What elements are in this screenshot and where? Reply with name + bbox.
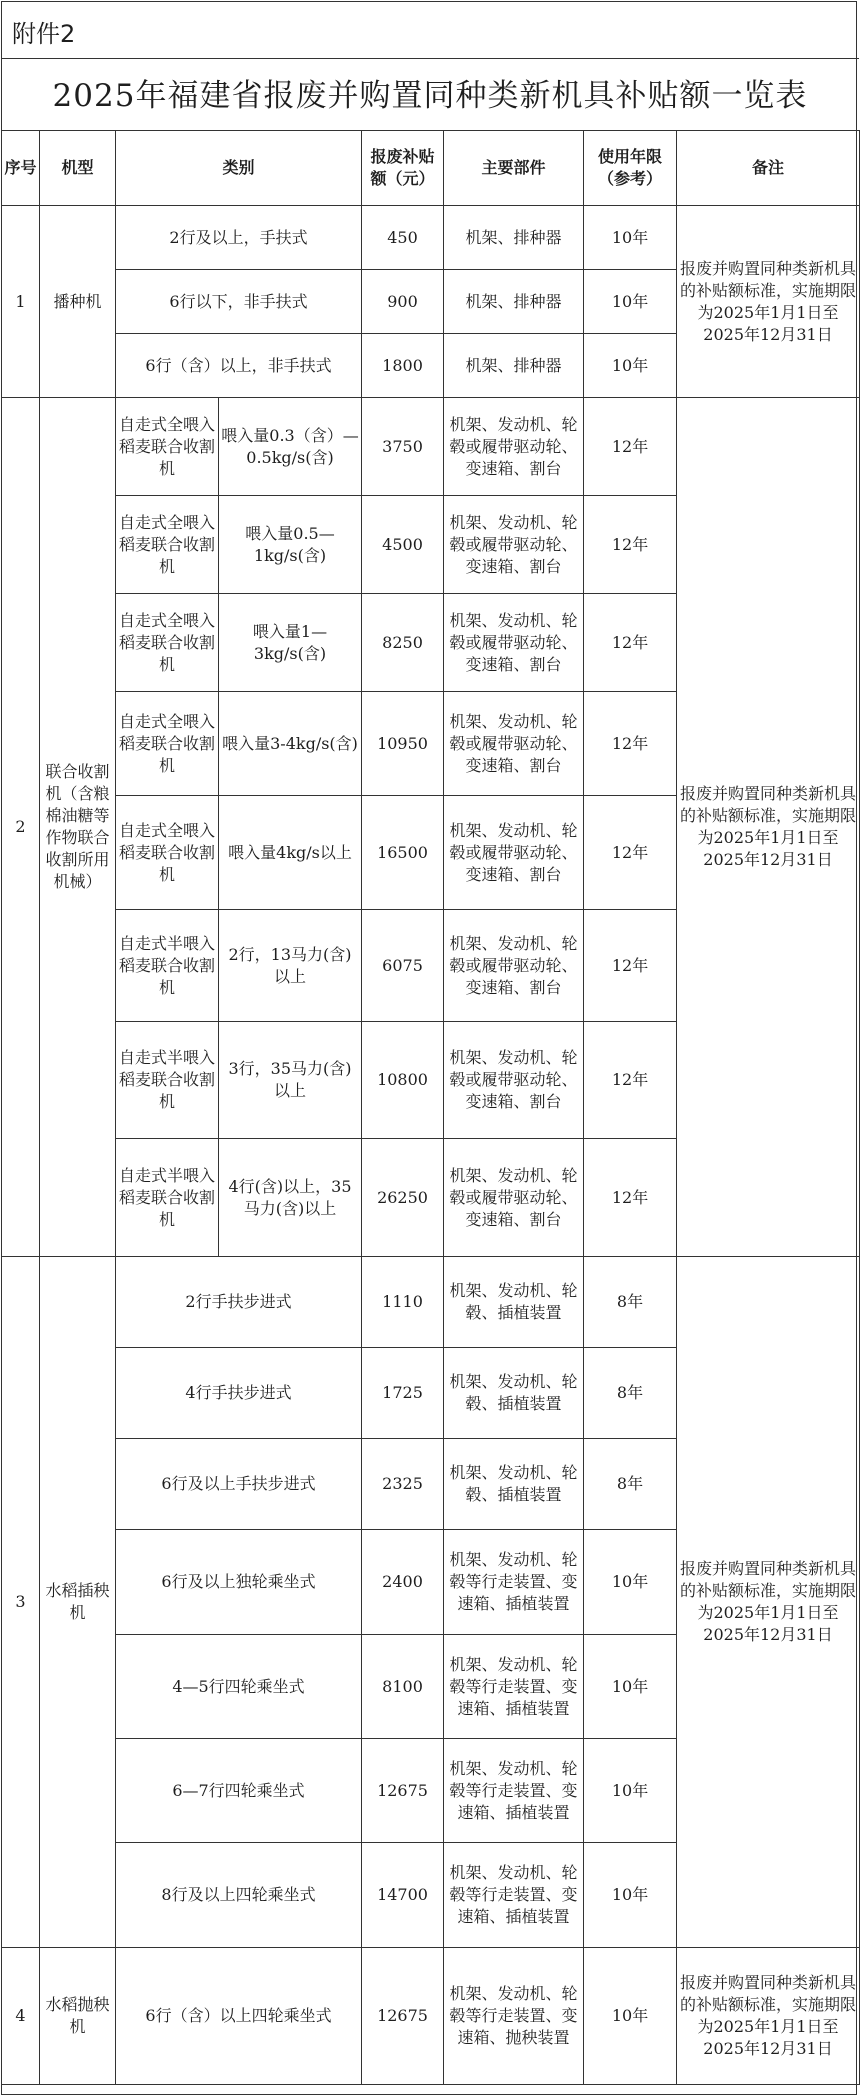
header-remark: 备注 [677,131,860,206]
machine-cell: 水稻插秧机 [40,1257,116,1948]
subsidy-cell: 2325 [362,1439,444,1530]
parts-cell: 机架、发动机、轮毂或履带驱动轮、变速箱、割台 [444,910,584,1022]
parts-cell: 机架、排种器 [444,334,584,398]
machine-cell: 联合收割机（含粮棉油糖等作物联合收割所用机械） [40,398,116,1257]
parts-cell: 机架、发动机、轮毂等行走装置、变速箱、抛秧装置 [444,1948,584,2085]
years-cell: 12年 [584,398,677,496]
category-cell: 8行及以上四轮乘坐式 [116,1843,362,1948]
seq-cell: 1 [2,206,40,398]
type-cell: 自走式半喂入稻麦联合收割机 [116,1022,219,1139]
subsidy-cell: 3750 [362,398,444,496]
parts-cell: 机架、发动机、轮毂或履带驱动轮、变速箱、割台 [444,692,584,796]
years-cell: 10年 [584,334,677,398]
machine-cell: 水稻抛秧机 [40,1948,116,2085]
spec-cell: 4行(含)以上，35马力(含)以上 [219,1139,362,1257]
subsidy-table [1,130,860,2085]
table-row [2,206,860,270]
subsidy-cell: 450 [362,206,444,270]
years-cell: 8年 [584,1439,677,1530]
table-body [2,206,860,2085]
spec-cell: 2行，13马力(含)以上 [219,910,362,1022]
subsidy-cell: 26250 [362,1139,444,1257]
spec-cell: 喂入量0.5—1kg/s(含) [219,496,362,594]
header-machine: 机型 [40,131,116,206]
remark-cell: 报废并购置同种类新机具的补贴额标准，实施期限为2025年1月1日至2025年12月31日 [677,206,860,398]
years-cell: 10年 [584,270,677,334]
parts-cell: 机架、发动机、轮毂、插植装置 [444,1348,584,1439]
years-cell: 12年 [584,692,677,796]
category-cell: 6行及以上手扶步进式 [116,1439,362,1530]
parts-cell: 机架、发动机、轮毂或履带驱动轮、变速箱、割台 [444,1022,584,1139]
subsidy-cell: 12675 [362,1948,444,2085]
category-cell: 6行（含）以上四轮乘坐式 [116,1948,362,2085]
divider [1,58,859,59]
parts-cell: 机架、发动机、轮毂、插植装置 [444,1257,584,1348]
years-cell: 12年 [584,594,677,692]
years-cell: 10年 [584,206,677,270]
years-cell: 10年 [584,1843,677,1948]
subsidy-cell: 12675 [362,1739,444,1843]
years-cell: 10年 [584,1530,677,1635]
table-row [2,1948,860,2085]
subsidy-cell: 14700 [362,1843,444,1948]
parts-cell: 机架、发动机、轮毂等行走装置、变速箱、插植装置 [444,1739,584,1843]
category-cell: 6行以下，非手扶式 [116,270,362,334]
category-cell: 6行及以上独轮乘坐式 [116,1530,362,1635]
years-cell: 10年 [584,1739,677,1843]
parts-cell: 机架、发动机、轮毂等行走装置、变速箱、插植装置 [444,1530,584,1635]
category-cell: 2行手扶步进式 [116,1257,362,1348]
page-title: 2025年福建省报废并购置同种类新机具补贴额一览表 [52,78,808,114]
years-cell: 12年 [584,1022,677,1139]
type-cell: 自走式全喂入稻麦联合收割机 [116,692,219,796]
subsidy-cell: 8100 [362,1635,444,1739]
subsidy-cell: 2400 [362,1530,444,1635]
subsidy-cell: 6075 [362,910,444,1022]
subsidy-cell: 4500 [362,496,444,594]
parts-cell: 机架、发动机、轮毂或履带驱动轮、变速箱、割台 [444,496,584,594]
remark-cell: 报废并购置同种类新机具的补贴额标准，实施期限为2025年1月1日至2025年12月31日 [677,1257,860,1948]
parts-cell: 机架、发动机、轮毂等行走装置、变速箱、插植装置 [444,1843,584,1948]
parts-cell: 机架、排种器 [444,206,584,270]
parts-cell: 机架、排种器 [444,270,584,334]
header-years: 使用年限（参考） [584,131,677,206]
type-cell: 自走式全喂入稻麦联合收割机 [116,796,219,910]
subsidy-cell: 10950 [362,692,444,796]
parts-cell: 机架、发动机、轮毂或履带驱动轮、变速箱、割台 [444,398,584,496]
years-cell: 12年 [584,496,677,594]
type-cell: 自走式半喂入稻麦联合收割机 [116,910,219,1022]
category-cell: 6行（含）以上，非手扶式 [116,334,362,398]
type-cell: 自走式全喂入稻麦联合收割机 [116,398,219,496]
years-cell: 12年 [584,1139,677,1257]
years-cell: 10年 [584,1635,677,1739]
years-cell: 12年 [584,796,677,910]
seq-cell: 4 [2,1948,40,2085]
subsidy-cell: 1800 [362,334,444,398]
category-cell: 2行及以上，手扶式 [116,206,362,270]
table-row [2,1257,860,1348]
years-cell: 8年 [584,1348,677,1439]
years-cell: 12年 [584,910,677,1022]
category-cell: 4—5行四轮乘坐式 [116,1635,362,1739]
subsidy-cell: 900 [362,270,444,334]
category-cell: 6—7行四轮乘坐式 [116,1739,362,1843]
years-cell: 10年 [584,1948,677,2085]
parts-cell: 机架、发动机、轮毂或履带驱动轮、变速箱、割台 [444,594,584,692]
subsidy-cell: 10800 [362,1022,444,1139]
header-subsidy: 报废补贴额（元） [362,131,444,206]
header-parts: 主要部件 [444,131,584,206]
type-cell: 自走式全喂入稻麦联合收割机 [116,496,219,594]
subsidy-cell: 16500 [362,796,444,910]
type-cell: 自走式全喂入稻麦联合收割机 [116,594,219,692]
table-row [2,398,860,496]
subsidy-cell: 1110 [362,1257,444,1348]
remark-cell: 报废并购置同种类新机具的补贴额标准，实施期限为2025年1月1日至2025年12月31日 [677,398,860,1257]
parts-cell: 机架、发动机、轮毂或履带驱动轮、变速箱、割台 [444,1139,584,1257]
subsidy-cell: 1725 [362,1348,444,1439]
remark-cell: 报废并购置同种类新机具的补贴额标准，实施期限为2025年1月1日至2025年12月31日 [677,1948,860,2085]
seq-cell: 3 [2,1257,40,1948]
category-cell: 4行手扶步进式 [116,1348,362,1439]
header-row [2,131,860,206]
attachment-label: 附件2 [12,20,76,48]
machine-cell: 播种机 [40,206,116,398]
years-cell: 8年 [584,1257,677,1348]
seq-cell: 2 [2,398,40,1257]
header-category: 类别 [116,131,362,206]
subsidy-cell: 8250 [362,594,444,692]
spec-cell: 喂入量4kg/s以上 [219,796,362,910]
parts-cell: 机架、发动机、轮毂或履带驱动轮、变速箱、割台 [444,796,584,910]
spec-cell: 3行，35马力(含)以上 [219,1022,362,1139]
header-seq: 序号 [2,131,40,206]
spec-cell: 喂入量3-4kg/s(含) [219,692,362,796]
spec-cell: 喂入量1—3kg/s(含) [219,594,362,692]
parts-cell: 机架、发动机、轮毂、插植装置 [444,1439,584,1530]
parts-cell: 机架、发动机、轮毂等行走装置、变速箱、插植装置 [444,1635,584,1739]
spec-cell: 喂入量0.3（含）—0.5kg/s(含) [219,398,362,496]
type-cell: 自走式半喂入稻麦联合收割机 [116,1139,219,1257]
